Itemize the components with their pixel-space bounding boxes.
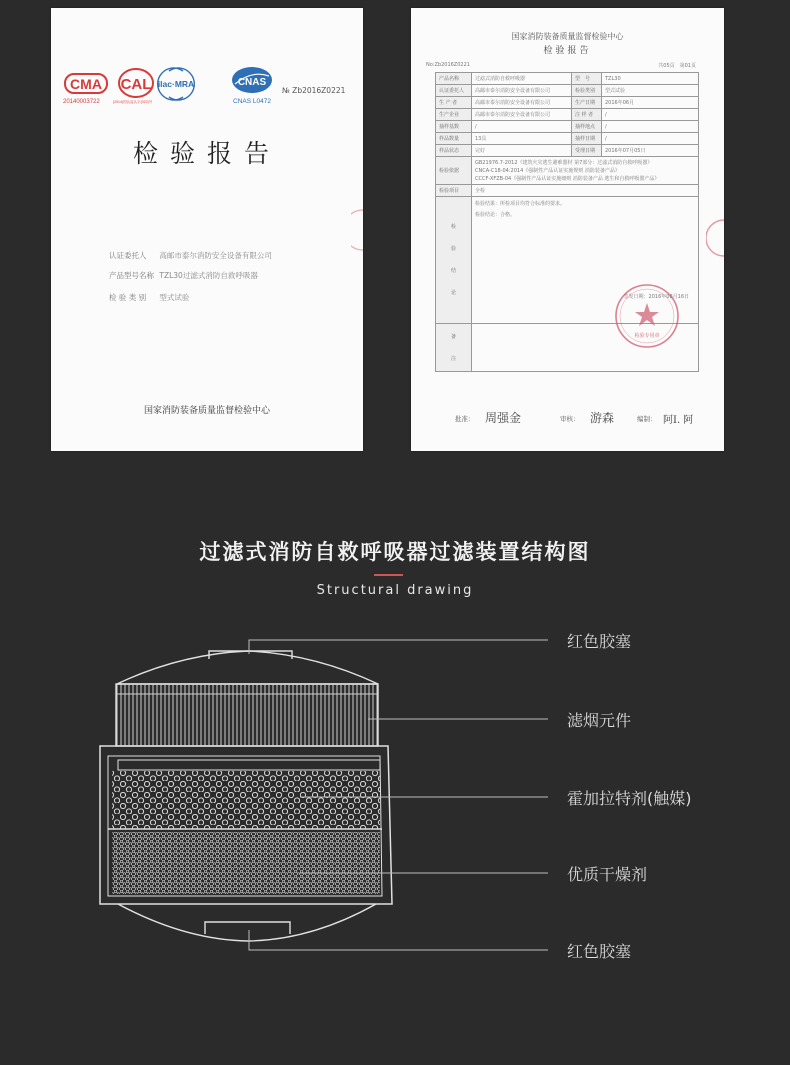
cnas-logo-text: CNAS bbox=[237, 77, 267, 88]
cover-row-value: 高邮市泰尔消防安全设备有限公司 bbox=[159, 251, 272, 260]
report-title: 检验报告 bbox=[543, 46, 592, 56]
signer-label-compile: 编制： bbox=[637, 415, 657, 423]
conclusion-label-char: 验 bbox=[450, 246, 456, 252]
cover-organization: 国家消防装备质量监督检验中心 bbox=[143, 406, 270, 416]
table-value: TZL30 bbox=[602, 73, 699, 85]
smoke-filter-element-icon bbox=[116, 684, 378, 746]
conclusion-line: 检验结果：所检项目均符合标准的要求。 bbox=[475, 201, 566, 207]
table-label: 样品状态 bbox=[436, 145, 472, 157]
report-page-number: 共05页 第01页 bbox=[658, 63, 696, 69]
table-value: 过滤式消防自救呼吸器 bbox=[472, 73, 572, 85]
desiccant-layer-icon bbox=[112, 832, 380, 894]
table-value: / bbox=[472, 121, 572, 133]
table-label: 生产日期 bbox=[572, 97, 602, 109]
table-label: 抽样日期 bbox=[572, 133, 602, 145]
table-value: 全检 bbox=[472, 185, 699, 197]
table-label: 生产企业 bbox=[436, 109, 472, 121]
table-label: 受理日期 bbox=[572, 145, 602, 157]
table-value: 高邮市泰尔消防安全设备有限公司 bbox=[472, 85, 572, 97]
table-value: 完好 bbox=[472, 145, 572, 157]
report-organization: 国家消防装备质量监督检验中心 bbox=[511, 32, 624, 41]
remark-label-char: 注 bbox=[450, 355, 456, 362]
table-label: 样品数量 bbox=[436, 133, 472, 145]
table-value: / bbox=[602, 121, 699, 133]
cnas-code: CNAS L0472 bbox=[233, 98, 271, 105]
top-cap-icon bbox=[117, 651, 378, 684]
table-value: 高邮市泰尔消防安全设备有限公司 bbox=[472, 97, 572, 109]
callout-bottom-red-plug: 红色胶塞 bbox=[567, 942, 632, 961]
conclusion-label-char: 论 bbox=[450, 290, 456, 296]
cover-row-label: 检 验 类 别 bbox=[109, 293, 147, 302]
callout-smoke-filter: 滤烟元件 bbox=[567, 711, 632, 730]
signer-label-review: 审核： bbox=[560, 415, 580, 423]
standard-line: CCCF-XFZB-04《强制性产品认证实施细则 消防装备产品 逃生和自救呼吸器产品》 bbox=[475, 175, 660, 182]
callout-desiccant: 优质干燥剂 bbox=[567, 865, 648, 884]
table-value: 高邮市泰尔消防安全设备有限公司 bbox=[472, 109, 572, 121]
catalyst-layer-icon bbox=[112, 771, 380, 829]
table-label: 检验类别 bbox=[572, 85, 602, 97]
cal-logo-text: CAL bbox=[120, 76, 152, 93]
table-value: 2016年07月05日 bbox=[602, 145, 699, 157]
signature-review: 游森 bbox=[590, 411, 615, 425]
table-label: 型 号 bbox=[572, 73, 602, 85]
cma-code: 20140003722 bbox=[63, 99, 100, 105]
cma-logo-text: CMA bbox=[70, 76, 102, 92]
standard-line: GB21976.7-2012《建筑火灾逃生避难器材 第7部分：过滤式消防自救呼吸器》 bbox=[475, 159, 653, 166]
sign-date: 签发日期：2016年08月16日 bbox=[623, 294, 689, 300]
table-value: 2016年06月 bbox=[602, 97, 699, 109]
cover-row-value: 型式试验 bbox=[159, 293, 190, 302]
structure-title: 过滤式消防自救呼吸器过滤装置结构图 bbox=[199, 540, 591, 564]
table-value: 型式试验 bbox=[602, 85, 699, 97]
table-value: / bbox=[602, 133, 699, 145]
signature-approve: 周强金 bbox=[485, 411, 522, 425]
signer-label-approve: 批准： bbox=[455, 415, 475, 423]
table-label: 抽样地点 bbox=[572, 121, 602, 133]
ilac-logo-text: ilac·MRA bbox=[157, 79, 195, 89]
table-label: 认证委托人 bbox=[436, 85, 472, 97]
structure-subtitle: Structural drawing bbox=[316, 583, 474, 598]
standard-line: CNCA-C18-04:2014《强制性产品认证实施规则 消防装备产品》 bbox=[475, 167, 620, 174]
bottom-cap-icon bbox=[118, 904, 376, 941]
table-value: / bbox=[602, 109, 699, 121]
cover-report-number: № Zb2016Z0221 bbox=[282, 86, 346, 95]
conclusion-label-char: 检 bbox=[450, 224, 456, 230]
stamp-text: 检验专用章 bbox=[634, 333, 660, 339]
callout-catalyst: 霍加拉特剂(触媒) bbox=[567, 789, 692, 808]
table-value: 13具 bbox=[472, 133, 572, 145]
remark-label-char: 备 bbox=[450, 333, 456, 340]
table-label: 生 产 者 bbox=[436, 97, 472, 109]
callout-top-red-plug: 红色胶塞 bbox=[567, 632, 632, 651]
cover-title: 检验报告 bbox=[132, 139, 281, 168]
cover-row-value: TZL30过滤式消防自救呼吸器 bbox=[159, 271, 258, 280]
table-label: 产品名称 bbox=[436, 73, 472, 85]
signature-compile: 阿I. 阿 bbox=[663, 415, 694, 426]
conclusion-label-char: 结 bbox=[450, 268, 456, 274]
conclusion-line: 检验结论：合格。 bbox=[475, 212, 516, 218]
cover-row-label: 认证委托人 bbox=[109, 251, 147, 260]
cover-row-label: 产品型号名称 bbox=[109, 271, 154, 280]
table-label: 注 样 者 bbox=[572, 109, 602, 121]
table-label: 检验项目 bbox=[436, 185, 472, 197]
cal-code: (2014)国认监认字(022)号 bbox=[113, 100, 153, 104]
table-label: 检验依据 bbox=[436, 157, 472, 185]
table-label: 抽样基数 bbox=[436, 121, 472, 133]
report-number: No:Zb2016Z0221 bbox=[426, 62, 470, 68]
